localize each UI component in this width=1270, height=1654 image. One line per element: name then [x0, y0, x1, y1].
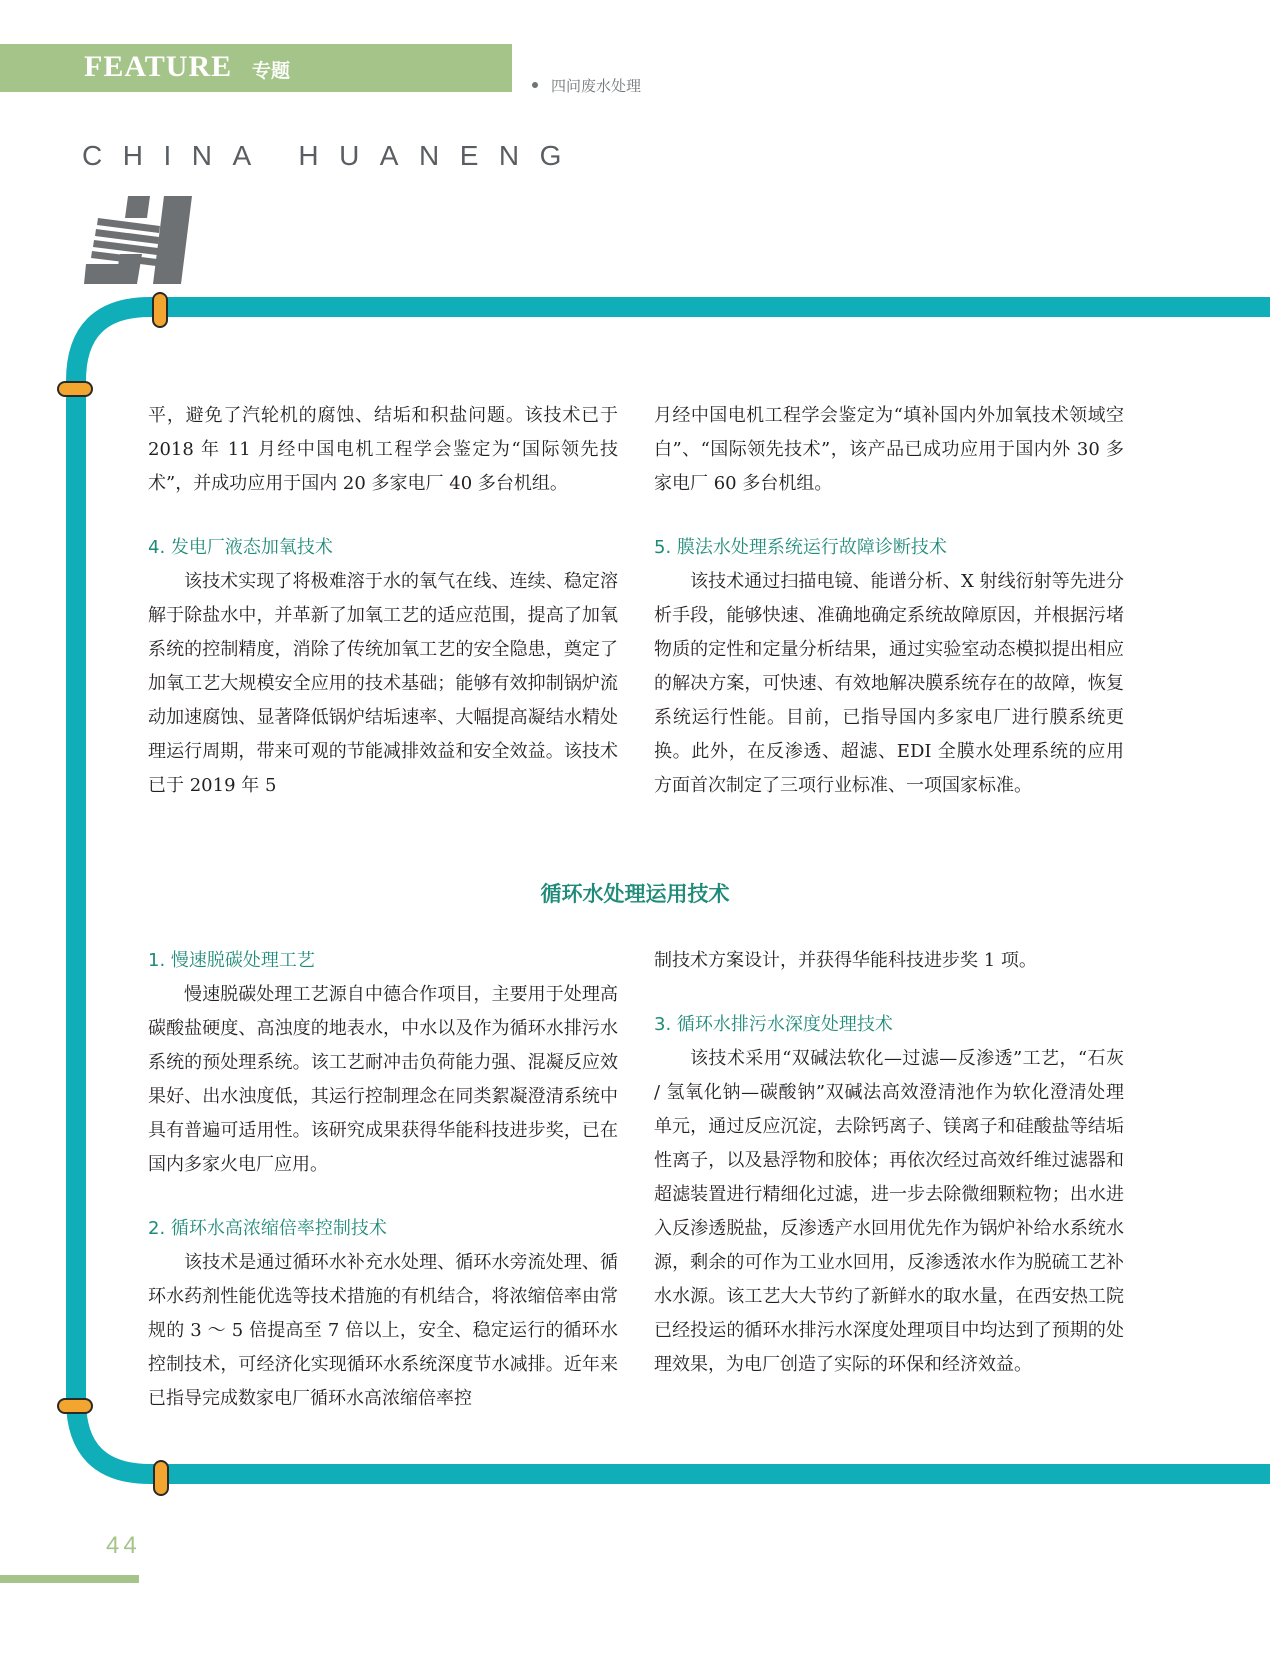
- paragraph: 慢速脱碳处理工艺源自中德合作项目，主要用于处理高碳酸盐硬度、高浊度的地表水，中水以及作为循环水排污水系统的预处理系统。该工艺耐冲击负荷能力强、混凝反应效果好、出水浊度低，其运行控制理念在同类絮凝澄清系统中具有普遍可适用性。该研究成果获得华能科技进步奖，已在国内多家火电厂应用。: [148, 984, 618, 1175]
- paragraph: 该技术是通过循环水补充水处理、循环水旁流处理、循环水药剂性能优选等技术措施的有机结合，将浓缩倍率由常规的 3 ～ 5 倍提高至 7 倍以上，安全、稳定运行的循环水控制技术，可经济化实现循环水系统深度节水减排。近年来已指导完成数家电厂循环水高浓缩倍率控: [148, 1252, 618, 1409]
- upper-left-column: [148, 399, 618, 803]
- paragraph: 月经中国电机工程学会鉴定为“填补国内外加氧技术领域空白”、“国际领先技术”，该产品已成功应用于国内外 30 多家电厂 60 多台机组。: [654, 405, 1124, 494]
- lower-right-column: [654, 944, 1124, 1382]
- pipe-clamp-icon: [58, 382, 92, 396]
- feature-label: FEATURE: [84, 50, 233, 83]
- paragraph: 该技术通过扫描电镜、能谱分析、X 射线衍射等先进分析手段，能够快速、准确地确定系统故障原因，并根据污堵物质的定性和定量分析结果，通过实验室动态模拟提出相应的解决方案，可快速、有效地解决膜系统存在的故障，恢复系统运行性能。目前，已指导国内多家电厂进行膜系统更换。此外，在反渗透、超滤、EDI 全膜水处理系统的应用方面首次制定了三项行业标准、一项国家标准。: [654, 571, 1124, 796]
- paragraph: 平，避免了汽轮机的腐蚀、结垢和积盐问题。该技术已于 2018 年 11 月经中国电机工程学会鉴定为“国际领先技术”，并成功应用于国内 20 多家电厂 40 多台机组。: [148, 405, 618, 494]
- pipe-clamp-icon: [58, 1399, 92, 1413]
- page-number: 44: [106, 1532, 141, 1559]
- subsection-heading: 3. 循环水排污水深度处理技术: [654, 1014, 893, 1035]
- section-title: 循环水处理运用技术: [540, 882, 730, 906]
- upper-right-column: [654, 399, 1124, 803]
- lower-left-column: [148, 944, 618, 1416]
- pipe-clamp-icon: [153, 293, 167, 327]
- subsection-heading: 4. 发电厂液态加氧技术: [148, 537, 333, 558]
- paragraph: 制技术方案设计，并获得华能科技进步奖 1 项。: [654, 950, 1037, 971]
- brand-name: CHINA HUANENG: [82, 140, 582, 171]
- paragraph: 该技术实现了将极难溶于水的氧气在线、连续、稳定溶解于除盐水中，并革新了加氧工艺的适应范围，提高了加氧系统的控制精度，消除了传统加氧工艺的安全隐患，奠定了加氧工艺大规模安全应用的技术基础；能够有效抑制锅炉流动加速腐蚀、显著降低锅炉结垢速率、大幅提高凝结水精处理运行周期，带来可观的节能减排效益和安全效益。该技术已于 2019 年 5: [148, 571, 618, 796]
- pipe-clamp-icon: [154, 1461, 168, 1495]
- subsection-heading: 2. 循环水高浓缩倍率控制技术: [148, 1218, 387, 1239]
- feature-cn-label: 专题: [252, 60, 291, 82]
- paragraph: 该技术采用“双碱法软化—过滤—反渗透”工艺，“石灰 / 氢氧化钠—碳酸钠”双碱法高效澄清池作为软化澄清处理单元，通过反应沉淀，去除钙离子、镁离子和硅酸盐等结垢性离子，以及悬浮物和胶体；再依次经过高效纤维过滤器和超滤装置进行精细化过滤，进一步去除微细颗粒物；出水进入反渗透脱盐，反渗透产水回用优先作为锅炉补给水系统水源，剩余的可作为工业水回用，反渗透浓水作为脱硫工艺补水水源。该工艺大大节约了新鲜水的取水量，在西安热工院已经投运的循环水排污水深度处理项目中均达到了预期的处理效果，为电厂创造了实际的环保和经济效益。: [654, 1048, 1124, 1375]
- footer-bar: [0, 1575, 139, 1583]
- subsection-heading: 1. 慢速脱碳处理工艺: [148, 950, 315, 971]
- subsection-heading: 5. 膜法水处理系统运行故障诊断技术: [654, 537, 947, 558]
- section-name: 四问废水处理: [551, 77, 642, 95]
